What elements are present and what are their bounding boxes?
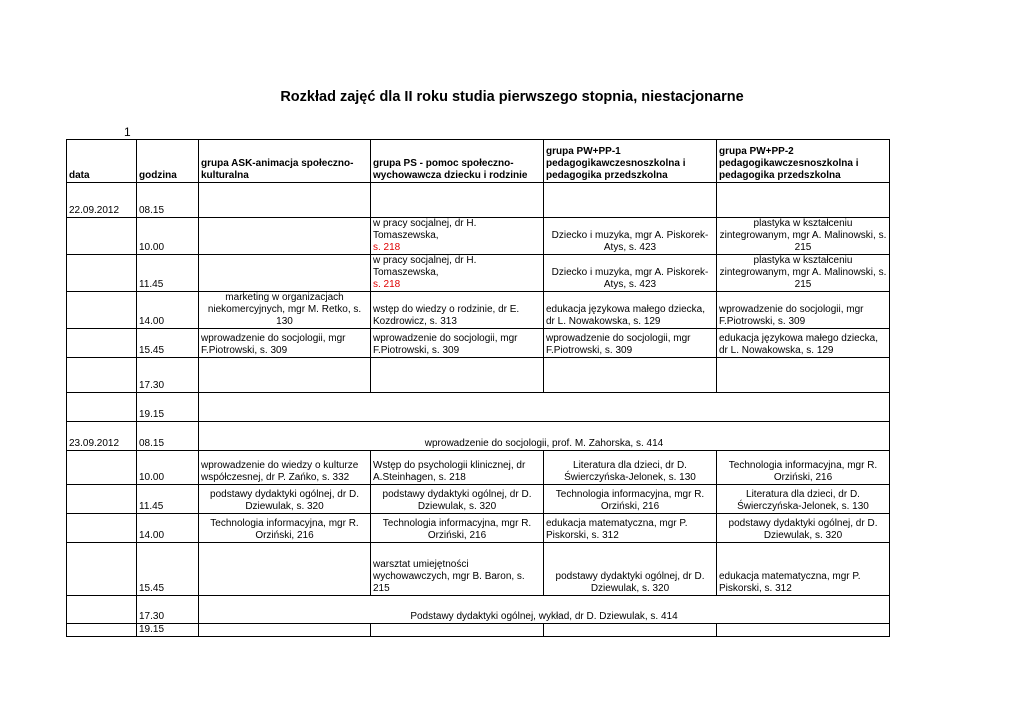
slot-cell [717, 624, 890, 637]
slot-cell [199, 218, 371, 255]
table-row [67, 393, 890, 422]
slot-cell [199, 358, 371, 393]
slot-cell: Wstęp do psychologii klinicznej, dr A.Steinhagen, s. 218 [371, 451, 544, 485]
table-row [67, 329, 890, 358]
room-text: s. 218 [373, 279, 401, 290]
slot-cell [544, 183, 717, 218]
date-cell [67, 543, 137, 596]
slot-cell: marketing w organizacjach niekomercyjnych, mgr M. Retko, s. 130 [199, 292, 371, 329]
slot-cell [199, 183, 371, 218]
time-cell: 08.15 [137, 183, 199, 218]
time-cell: 14.00 [137, 292, 199, 329]
time-cell: 15.45 [137, 543, 199, 596]
table-row [67, 514, 890, 543]
date-cell [67, 596, 137, 624]
slot-cell [371, 255, 544, 292]
time-cell: 11.45 [137, 255, 199, 292]
header-group-pwpp2: grupa PW+PP-2 pedagogikawczesnoszkolna i pedagogika przedszkolna [717, 140, 890, 183]
slot-cell: edukacja matematyczna, mgr P. Piskorski, s. 312 [717, 543, 890, 596]
date-cell [67, 451, 137, 485]
slot-cell-all-groups: Podstawy dydaktyki ogólnej, wykład, dr D. Dziewulak, s. 414 [199, 596, 890, 624]
slot-cell [199, 543, 371, 596]
time-cell: 17.30 [137, 596, 199, 624]
time-cell: 19.15 [137, 624, 199, 637]
slot-cell: warsztat umiejętności wychowawczych, mgr B. Baron, s. 215 [371, 543, 544, 596]
date-cell [67, 393, 137, 422]
slot-cell [371, 624, 544, 637]
time-cell: 11.45 [137, 485, 199, 514]
table-row [67, 255, 890, 292]
room-text: s. 218 [373, 242, 401, 253]
document-title: Rozkład zajęć dla II roku studia pierwszego stopnia, niestacjonarne [280, 89, 744, 105]
table-row [67, 422, 890, 451]
header-time: godzina [137, 140, 199, 183]
slot-cell: Dziecko i muzyka, mgr A. Piskorek-Atys, s. 423 [544, 218, 717, 255]
course-text: w pracy socjalnej, dr H. Tomaszewska, [373, 255, 477, 278]
table-row [67, 485, 890, 514]
slot-cell [371, 358, 544, 393]
slot-cell: Technologia informacyjna, mgr R. Orziński, 216 [544, 485, 717, 514]
table-row [67, 183, 890, 218]
time-cell: 10.00 [137, 218, 199, 255]
header-group-ps: grupa PS - pomoc społeczno-wychowawcza dziecku i rodzinie [371, 140, 544, 183]
time-cell: 19.15 [137, 393, 199, 422]
time-cell: 14.00 [137, 514, 199, 543]
course-text: w pracy socjalnej, dr H. Tomaszewska, [373, 218, 477, 241]
time-cell: 17.30 [137, 358, 199, 393]
date-cell: 22.09.2012 [67, 183, 137, 218]
time-cell: 10.00 [137, 451, 199, 485]
slot-cell [199, 624, 371, 637]
slot-cell [717, 358, 890, 393]
slot-cell: wprowadzenie do socjologii, mgr F.Piotrowski, s. 309 [717, 292, 890, 329]
slot-cell [199, 255, 371, 292]
date-cell [67, 624, 137, 637]
date-cell [67, 514, 137, 543]
slot-cell [544, 624, 717, 637]
slot-cell [544, 358, 717, 393]
slot-cell: edukacja językowa małego dziecka, dr L. Nowakowska, s. 129 [717, 329, 890, 358]
page-number: 1 [124, 125, 131, 139]
slot-cell-all-groups: wprowadzenie do socjologii, prof. M. Zahorska, s. 414 [199, 422, 890, 451]
date-cell [67, 358, 137, 393]
slot-cell [371, 218, 544, 255]
slot-cell: podstawy dydaktyki ogólnej, dr D. Dziewulak, s. 320 [199, 485, 371, 514]
table-row [67, 292, 890, 329]
date-cell [67, 292, 137, 329]
slot-cell [199, 393, 890, 422]
slot-cell: wprowadzenie do socjologii, mgr F.Piotrowski, s. 309 [544, 329, 717, 358]
table-row [67, 543, 890, 596]
header-group-ask: grupa ASK-animacja społeczno-kulturalna [199, 140, 371, 183]
slot-cell: Dziecko i muzyka, mgr A. Piskorek-Atys, s. 423 [544, 255, 717, 292]
date-cell [67, 255, 137, 292]
slot-cell: Literatura dla dzieci, dr D. Świerczyńska-Jelonek, s. 130 [717, 485, 890, 514]
slot-cell: podstawy dydaktyki ogólnej, dr D. Dziewulak, s. 320 [544, 543, 717, 596]
table-row [67, 596, 890, 624]
table-row [67, 624, 890, 637]
date-cell [67, 218, 137, 255]
slot-cell: edukacja językowa małego dziecka, dr L. Nowakowska, s. 129 [544, 292, 717, 329]
schedule-table [66, 139, 890, 637]
date-cell [67, 485, 137, 514]
date-cell [67, 329, 137, 358]
slot-cell [371, 183, 544, 218]
table-row [67, 218, 890, 255]
slot-cell [717, 183, 890, 218]
slot-cell: wstęp do wiedzy o rodzinie, dr E. Kozdrowicz, s. 313 [371, 292, 544, 329]
slot-cell: plastyka w kształceniu zintegrowanym, mgr A. Malinowski, s. 215 [717, 218, 890, 255]
table-row [67, 358, 890, 393]
slot-cell: Technologia informacyjna, mgr R. Orziński, 216 [717, 451, 890, 485]
slot-cell: Technologia informacyjna, mgr R. Orziński, 216 [199, 514, 371, 543]
table-row [67, 451, 890, 485]
slot-cell: wprowadzenie do socjologii, mgr F.Piotrowski, s. 309 [371, 329, 544, 358]
slot-cell: Technologia informacyjna, mgr R. Orziński, 216 [371, 514, 544, 543]
slot-cell: Literatura dla dzieci, dr D. Świerczyńska-Jelonek, s. 130 [544, 451, 717, 485]
date-cell: 23.09.2012 [67, 422, 137, 451]
time-cell: 08.15 [137, 422, 199, 451]
slot-cell: edukacja matematyczna, mgr P. Piskorski, s. 312 [544, 514, 717, 543]
slot-cell: plastyka w kształceniu zintegrowanym, mgr A. Malinowski, s. 215 [717, 255, 890, 292]
time-cell: 15.45 [137, 329, 199, 358]
header-row [67, 140, 890, 183]
header-group-pwpp1: grupa PW+PP-1 pedagogikawczesnoszkolna i pedagogika przedszkolna [544, 140, 717, 183]
slot-cell: podstawy dydaktyki ogólnej, dr D. Dziewulak, s. 320 [371, 485, 544, 514]
slot-cell: wprowadzenie do socjologii, mgr F.Piotrowski, s. 309 [199, 329, 371, 358]
slot-cell: podstawy dydaktyki ogólnej, dr D. Dziewulak, s. 320 [717, 514, 890, 543]
slot-cell: wprowadzenie do wiedzy o kulturze współczesnej, dr P. Zańko, s. 332 [199, 451, 371, 485]
header-date: data [67, 140, 137, 183]
